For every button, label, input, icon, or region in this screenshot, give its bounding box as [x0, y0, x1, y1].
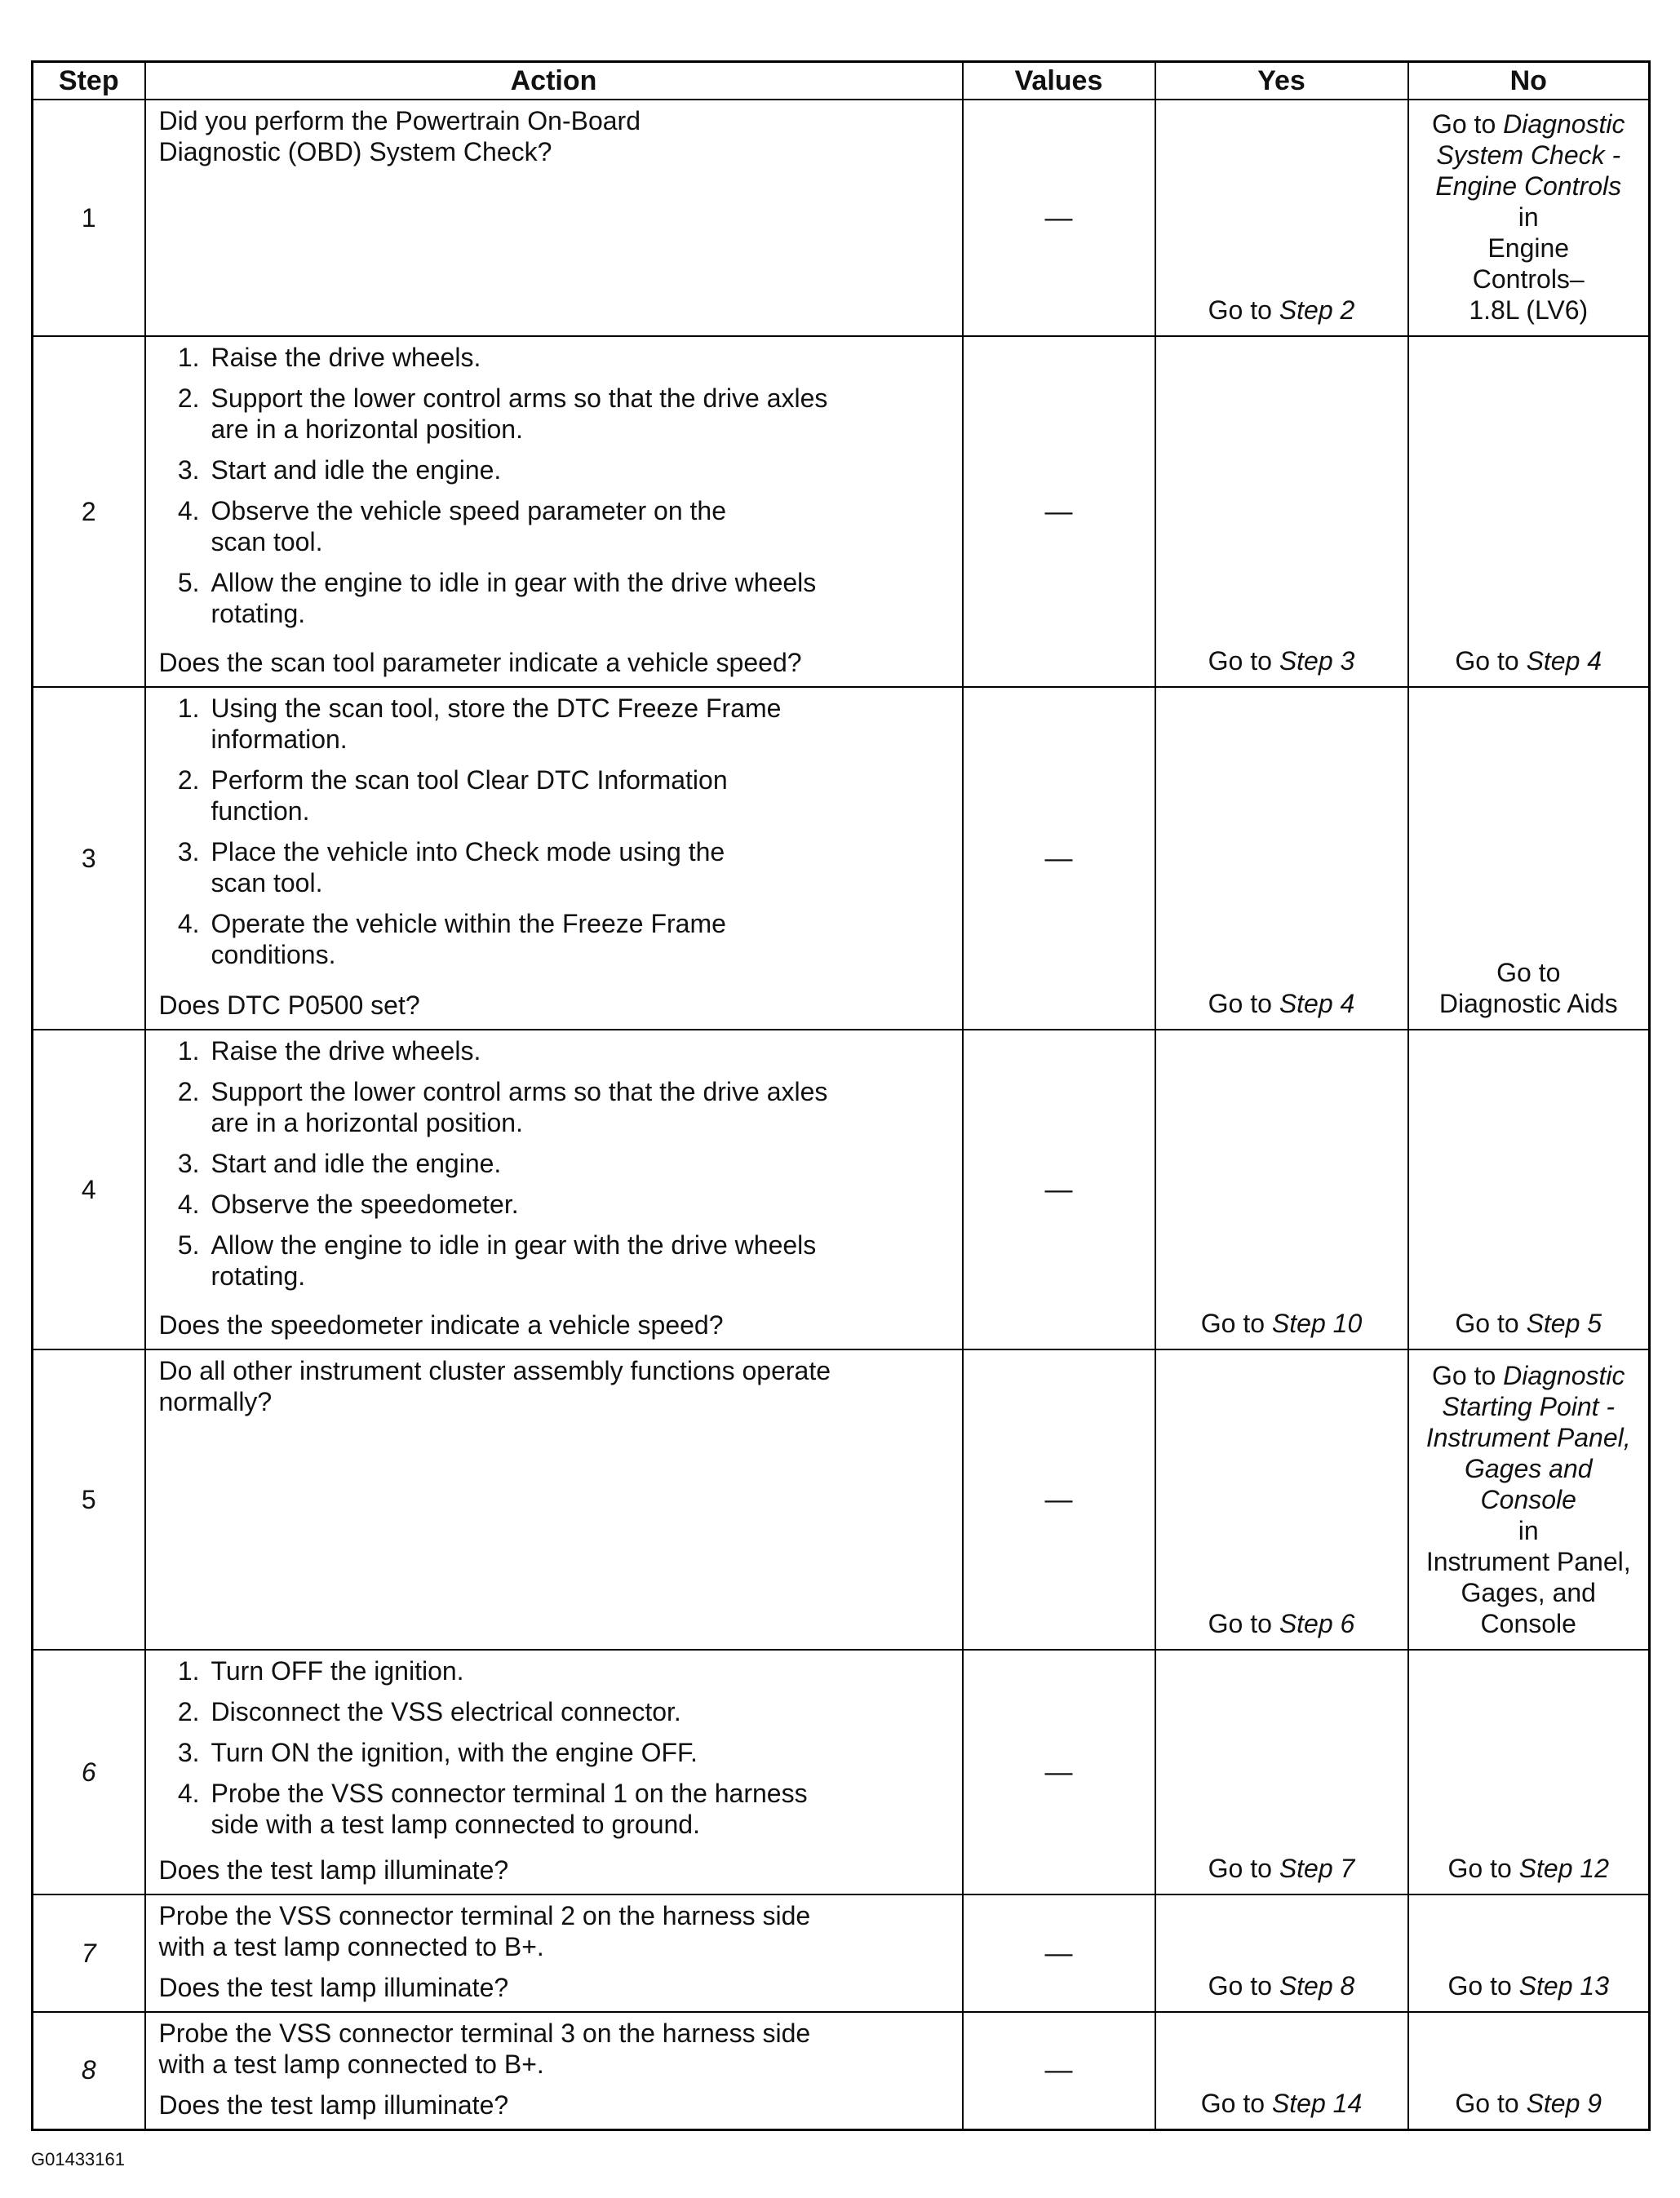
action-step-number: 1. — [177, 1036, 200, 1066]
action-cell — [145, 336, 963, 687]
action-step-text: Perform the scan tool Clear DTC Information function. — [211, 765, 728, 826]
yes-prefix: Go to — [1208, 295, 1279, 325]
values-cell: — — [963, 100, 1155, 336]
action-step-text: Start and idle the engine. — [211, 1149, 502, 1178]
header-step: Step — [33, 62, 145, 100]
yes-cell — [1155, 1030, 1408, 1349]
action-step — [159, 836, 952, 898]
header-action: Action — [145, 62, 963, 100]
yes-cell — [1155, 1650, 1408, 1894]
table-row — [33, 1030, 1650, 1349]
action-step-text: Turn OFF the ignition. — [211, 1656, 464, 1686]
no-step-link: Step 9 — [1526, 2088, 1602, 2118]
table-header-row — [33, 62, 1650, 100]
action-step-number: 2. — [177, 1697, 200, 1726]
action-step — [159, 383, 952, 445]
values-cell: — — [963, 1894, 1155, 2012]
step-number: 3 — [33, 687, 145, 1030]
yes-prefix: Go to — [1208, 646, 1279, 676]
action-step — [159, 342, 952, 373]
yes-prefix: Go to — [1208, 989, 1279, 1018]
yes-step-link: Step 2 — [1279, 295, 1355, 325]
action-step — [159, 693, 952, 755]
yes-prefix: Go to — [1200, 1309, 1272, 1338]
step-number: 4 — [33, 1030, 145, 1349]
no-prefix: Go to Diagnostic Aids — [1438, 958, 1618, 1018]
no-cell — [1408, 687, 1650, 1030]
action-step — [159, 1230, 952, 1292]
action-cell — [145, 100, 963, 336]
table-row — [33, 1894, 1650, 2012]
action-steps-list — [159, 1035, 952, 1292]
no-reference-location: in Instrument Panel, Gages, and Console — [1425, 1516, 1631, 1638]
yes-prefix: Go to — [1208, 1854, 1279, 1883]
action-step-number: 4. — [177, 1190, 200, 1219]
action-step-number: 3. — [177, 1738, 200, 1767]
no-prefix: Go to — [1455, 2088, 1527, 2118]
action-text: Probe the VSS connector terminal 2 on the harness side with a test lamp connected to B+. — [158, 1901, 811, 1961]
action-step-text: Place the vehicle into Check mode using the scan tool. — [211, 837, 725, 897]
no-cell — [1408, 1650, 1650, 1894]
no-step-link: Step 13 — [1518, 1971, 1609, 2001]
no-cell — [1408, 2012, 1650, 2129]
action-text: Do all other instrument cluster assembly functions operate normally? — [158, 1356, 831, 1416]
yes-cell — [1155, 100, 1408, 336]
no-prefix: Go to — [1431, 109, 1504, 139]
action-step-text: Disconnect the VSS electrical connector. — [211, 1697, 681, 1726]
yes-step-link: Step 4 — [1279, 989, 1355, 1018]
action-steps-list — [159, 342, 952, 629]
action-step-text: Raise the drive wheels. — [211, 343, 481, 372]
table-row — [33, 1650, 1650, 1894]
no-prefix: Go to — [1431, 1361, 1504, 1390]
table-row — [33, 2012, 1650, 2129]
yes-prefix: Go to — [1208, 1609, 1279, 1638]
action-step-number: 2. — [177, 765, 200, 795]
no-cell — [1408, 1030, 1650, 1349]
action-cell — [145, 687, 963, 1030]
no-reference-location: in Engine Controls– 1.8L (LV6) — [1469, 202, 1589, 325]
action-step-text: Observe the vehicle speed parameter on the scan tool. — [211, 496, 726, 556]
action-step-text: Start and idle the engine. — [211, 455, 502, 485]
action-step-number: 4. — [177, 1779, 200, 1808]
no-step-link: Step 4 — [1526, 646, 1602, 676]
action-step-text: Raise the drive wheels. — [211, 1036, 481, 1066]
values-cell: — — [963, 336, 1155, 687]
action-step-number: 5. — [177, 568, 200, 597]
no-step-link: Diagnostic Starting Point - Instrument Panel, Gages and Console — [1425, 1361, 1631, 1514]
action-step-number: 1. — [177, 343, 200, 372]
action-question: Does the test lamp illuminate? — [158, 1855, 509, 1885]
action-step-text: Allow the engine to idle in gear with the drive wheels rotating. — [211, 1230, 817, 1291]
table-row — [33, 336, 1650, 687]
action-question: Does the test lamp illuminate? — [158, 1973, 509, 2002]
action-cell — [145, 1894, 963, 2012]
header-yes: Yes — [1155, 62, 1408, 100]
yes-step-link: Step 6 — [1279, 1609, 1355, 1638]
action-cell — [145, 1030, 963, 1349]
no-prefix: Go to — [1447, 1971, 1519, 2001]
step-number: 5 — [33, 1349, 145, 1650]
no-step-link: Step 5 — [1526, 1309, 1602, 1338]
no-cell — [1408, 1894, 1650, 2012]
no-prefix: Go to — [1455, 646, 1527, 676]
action-step-text: Operate the vehicle within the Freeze Frame conditions. — [211, 909, 726, 969]
action-step — [159, 908, 952, 970]
action-step-number: 3. — [177, 1149, 200, 1178]
yes-step-link: Step 7 — [1279, 1854, 1355, 1883]
action-step — [159, 454, 952, 485]
table-body — [33, 100, 1650, 2129]
no-prefix: Go to — [1447, 1854, 1519, 1883]
action-step-text: Using the scan tool, store the DTC Freeze Frame information. — [211, 694, 782, 754]
header-no: No — [1408, 62, 1650, 100]
action-step-number: 3. — [177, 455, 200, 485]
table-row — [33, 1349, 1650, 1650]
values-cell: — — [963, 1650, 1155, 1894]
step-number: 2 — [33, 336, 145, 687]
header-values: Values — [963, 62, 1155, 100]
no-cell — [1408, 1349, 1650, 1650]
action-step-number: 4. — [177, 909, 200, 938]
action-text: Did you perform the Powertrain On-Board Diagnostic (OBD) System Check? — [158, 106, 641, 166]
no-step-link: Diagnostic System Check - Engine Controls — [1435, 109, 1625, 201]
action-step-text: Observe the speedometer. — [211, 1190, 519, 1219]
action-step-number: 3. — [177, 837, 200, 866]
yes-step-link: Step 3 — [1279, 646, 1355, 676]
action-cell — [145, 1349, 963, 1650]
yes-step-link: Step 14 — [1271, 2088, 1363, 2118]
yes-prefix: Go to — [1208, 1971, 1279, 2001]
action-step — [159, 1778, 952, 1840]
action-step — [159, 1189, 952, 1220]
yes-step-link: Step 10 — [1271, 1309, 1363, 1338]
values-cell: — — [963, 1349, 1155, 1650]
yes-cell — [1155, 2012, 1408, 2129]
action-step-number: 1. — [177, 1656, 200, 1686]
no-cell — [1408, 336, 1650, 687]
action-step — [159, 1655, 952, 1686]
action-question: Does the scan tool parameter indicate a vehicle speed? — [158, 648, 802, 677]
yes-step-link: Step 8 — [1279, 1971, 1355, 2001]
yes-prefix: Go to — [1200, 2088, 1272, 2118]
action-question: Does DTC P0500 set? — [158, 990, 420, 1020]
action-steps-list — [159, 1655, 952, 1840]
action-step — [159, 1076, 952, 1138]
no-cell — [1408, 100, 1650, 336]
action-step-number: 2. — [177, 383, 200, 413]
action-step — [159, 1737, 952, 1768]
action-text: Probe the VSS connector terminal 3 on the harness side with a test lamp connected to B+. — [158, 2019, 811, 2079]
action-steps-list — [159, 693, 952, 970]
yes-cell — [1155, 1894, 1408, 2012]
action-step-number: 5. — [177, 1230, 200, 1260]
action-step-text: Support the lower control arms so that the drive axles are in a horizontal position. — [211, 383, 828, 444]
action-question: Does the test lamp illuminate? — [158, 2090, 509, 2120]
yes-cell — [1155, 687, 1408, 1030]
action-cell — [145, 2012, 963, 2129]
action-step-text: Allow the engine to idle in gear with the drive wheels rotating. — [211, 568, 817, 628]
values-cell: — — [963, 687, 1155, 1030]
action-step — [159, 495, 952, 557]
figure-id: G01433161 — [31, 2149, 125, 2169]
table-row — [33, 100, 1650, 336]
action-step-number: 4. — [177, 496, 200, 525]
action-step — [159, 567, 952, 629]
action-step-text: Turn ON the ignition, with the engine OFF. — [211, 1738, 698, 1767]
values-cell: — — [963, 1030, 1155, 1349]
action-cell — [145, 1650, 963, 1894]
step-number: 8 — [33, 2012, 145, 2129]
action-step — [159, 1148, 952, 1179]
action-step — [159, 1696, 952, 1727]
diagnostic-table — [31, 60, 1651, 2131]
step-number: 7 — [33, 1894, 145, 2012]
action-step — [159, 764, 952, 826]
yes-cell — [1155, 336, 1408, 687]
no-prefix: Go to — [1455, 1309, 1527, 1338]
action-step-text: Support the lower control arms so that the drive axles are in a horizontal position. — [211, 1077, 828, 1137]
step-number: 1 — [33, 100, 145, 336]
action-step — [159, 1035, 952, 1066]
yes-cell — [1155, 1349, 1408, 1650]
action-question: Does the speedometer indicate a vehicle speed? — [158, 1310, 724, 1340]
table-row — [33, 687, 1650, 1030]
action-step-number: 1. — [177, 694, 200, 723]
action-step-number: 2. — [177, 1077, 200, 1106]
no-step-link: Step 12 — [1518, 1854, 1609, 1883]
action-step-text: Probe the VSS connector terminal 1 on the harness side with a test lamp connected to ground. — [211, 1779, 808, 1839]
values-cell: — — [963, 2012, 1155, 2129]
step-number: 6 — [33, 1650, 145, 1894]
